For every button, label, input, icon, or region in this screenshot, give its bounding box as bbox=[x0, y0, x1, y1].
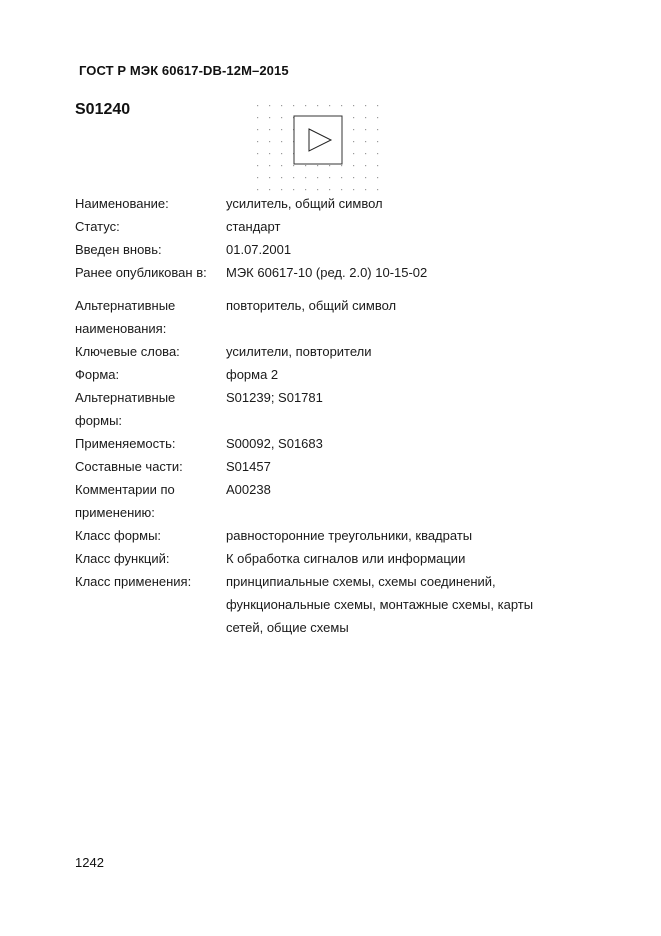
field-previously-published bbox=[75, 261, 575, 284]
field-applicability bbox=[75, 432, 575, 455]
field-label: Применяемость: bbox=[75, 436, 176, 451]
field-label: Форма: bbox=[75, 367, 120, 382]
field-value: повторитель, общий символ bbox=[226, 298, 397, 313]
field-application-notes-cont bbox=[75, 501, 575, 524]
field-value: принципиальные схемы, схемы соединений, bbox=[226, 574, 496, 589]
field-application-class-cont bbox=[75, 616, 575, 639]
field-label: Наименование: bbox=[75, 196, 169, 211]
field-label: применению: bbox=[75, 505, 155, 520]
field-alternative-forms bbox=[75, 386, 575, 409]
field-value: S00092, S01683 bbox=[226, 436, 323, 451]
field-name bbox=[75, 192, 575, 215]
field-label: наименования: bbox=[75, 321, 167, 336]
field-value: усилители, повторители bbox=[226, 344, 372, 359]
field-components bbox=[75, 455, 575, 478]
field-application-notes bbox=[75, 478, 575, 501]
field-value: усилитель, общий символ bbox=[226, 196, 383, 211]
field-form bbox=[75, 363, 575, 386]
field-alternative-forms-cont bbox=[75, 409, 575, 432]
field-value: S01457 bbox=[226, 459, 271, 474]
field-application-class-cont bbox=[75, 593, 575, 616]
field-status bbox=[75, 215, 575, 238]
field-value: равносторонние треугольники, квадраты bbox=[226, 528, 473, 543]
field-value: 01.07.2001 bbox=[226, 242, 292, 257]
field-value: форма 2 bbox=[226, 367, 279, 382]
group-spacer bbox=[75, 284, 575, 294]
field-label: формы: bbox=[75, 413, 123, 428]
field-value: S01239; S01781 bbox=[226, 390, 323, 405]
field-value: стандарт bbox=[226, 219, 281, 234]
field-alternative-names bbox=[75, 294, 575, 317]
field-label: Класс формы: bbox=[75, 528, 162, 543]
field-label: Альтернативные bbox=[75, 390, 176, 405]
field-alternative-names-cont bbox=[75, 317, 575, 340]
field-label: Составные части: bbox=[75, 459, 183, 474]
document-header: ГОСТ Р МЭК 60617-DB-12M–2015 bbox=[79, 63, 289, 78]
field-value: сетей, общие схемы bbox=[226, 620, 349, 635]
field-value: К обработка сигналов или информации bbox=[226, 551, 466, 566]
page-number: 1242 bbox=[75, 855, 104, 870]
field-label: Комментарии по bbox=[75, 482, 175, 497]
field-label: Ранее опубликован в: bbox=[75, 265, 207, 280]
field-label: Введен вновь: bbox=[75, 242, 162, 257]
field-label: Альтернативные bbox=[75, 298, 176, 313]
symbol-code: S01240 bbox=[75, 101, 131, 118]
field-introduced bbox=[75, 238, 575, 261]
field-value: МЭК 60617-10 (ред. 2.0) 10-15-02 bbox=[226, 265, 428, 280]
amplifier-triangle-in-square-icon bbox=[252, 100, 384, 192]
field-label: Статус: bbox=[75, 219, 120, 234]
field-label: Класс применения: bbox=[75, 574, 192, 589]
field-value: функциональные схемы, монтажные схемы, карты bbox=[226, 597, 534, 612]
field-application-class bbox=[75, 570, 575, 593]
field-label: Ключевые слова: bbox=[75, 344, 180, 359]
field-function-class bbox=[75, 547, 575, 570]
field-keywords bbox=[75, 340, 575, 363]
field-label: Класс функций: bbox=[75, 551, 170, 566]
field-value: A00238 bbox=[226, 482, 271, 497]
symbol-attributes bbox=[75, 192, 575, 639]
field-shape-class bbox=[75, 524, 575, 547]
